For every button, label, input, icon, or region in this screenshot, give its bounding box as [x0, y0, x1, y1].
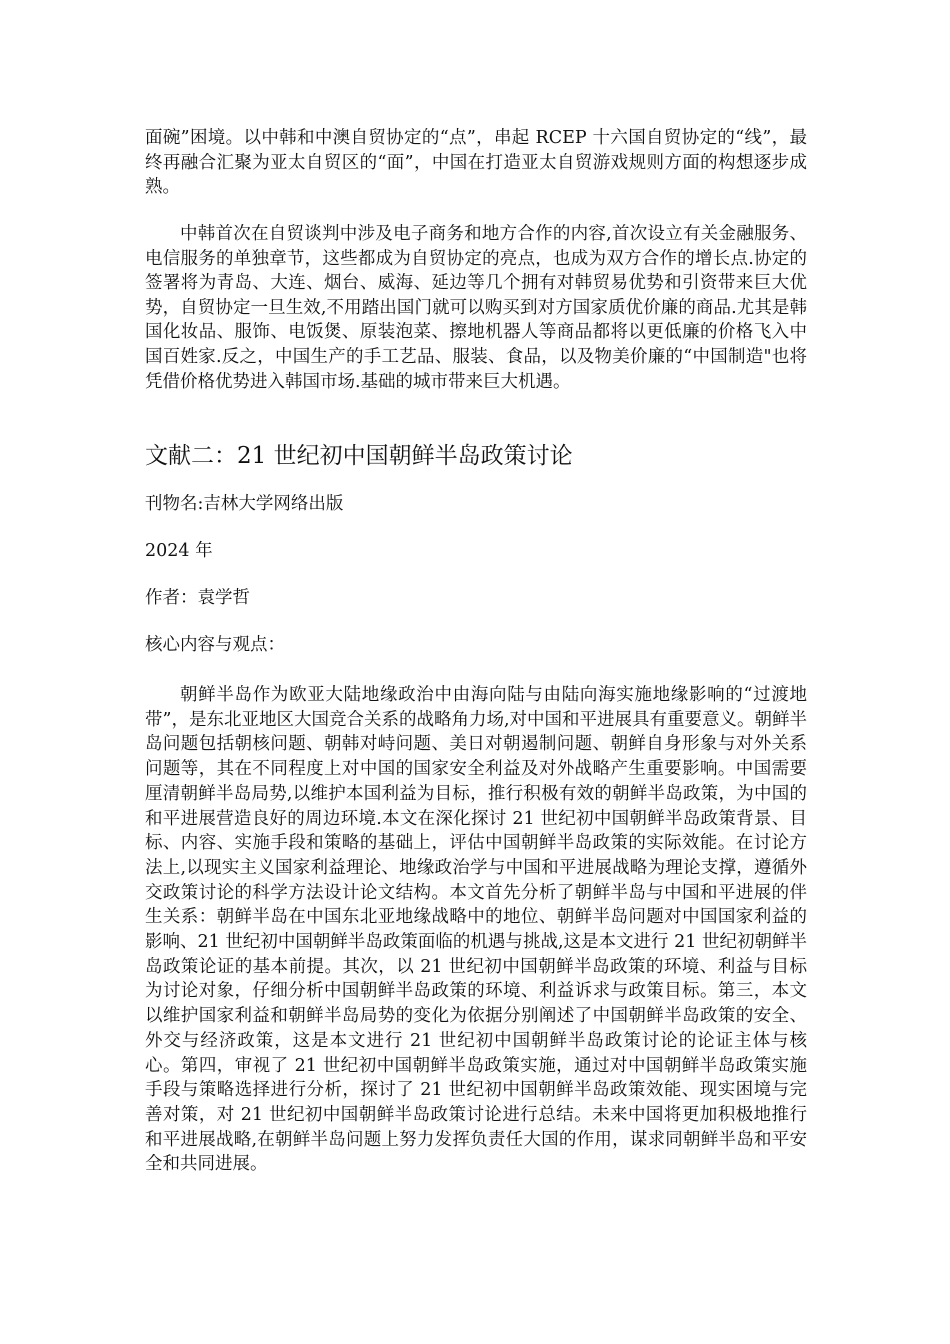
section-heading: 文献二：21 世纪初中国朝鲜半岛政策讨论	[145, 443, 573, 469]
year-line: 2024 年	[145, 541, 213, 561]
author-line: 作者：袁学哲	[145, 588, 250, 608]
publication-line: 刊物名:吉林大学网络出版	[145, 494, 344, 514]
core-content-paragraph: 朝鲜半岛作为欧亚大陆地缘政治中由海向陆与由陆向海实施地缘影响的“过渡地带”，是东北亚地区大国竞合关系的战略角力场,对中国和平进展具有重要意义。朝鲜半岛问题包括朝核问题、朝韩对峙问题、美日对朝遏制问题、朝鲜自身形象与对外关系问题等，其在不同程度上对中国的国家安全利益及对外战略产生重要影响。中国需要厘清朝鲜半岛局势,以维护本国利益为目标，推行积极有效的朝鲜半岛政策，为中国的和平进展营造良好的周边环境.本文在深化探讨 21 世纪初中国朝鲜半岛政策背景、目标、内容、实施手段和策略的基础上，评估中国朝鲜半岛政策的实际效能。在讨论方法上,以现实主义国家利益理论、地缘政治学与中国和平进展战略为理论支撑，遵循外交政策讨论的科学方法设计论文结构。本文首先分析了朝鲜半岛与中国和平进展的伴生关系：朝鲜半岛在中国东北亚地缘战略中的地位、朝鲜半岛问题对中国国家利益的影响、21 世纪初中国朝鲜半岛政策面临的机遇与挑战,这是本文进行 21 世纪初朝鲜半岛政策论证的基本前提。其次，以 21 世纪初中国朝鲜半岛政策的环境、利益与目标为讨论对象，仔细分析中国朝鲜半岛政策的环境、利益诉求与政策目标。第三，本文以维护国家利益和朝鲜半岛局势的变化为依据分别阐述了中国朝鲜半岛政策的安全、外交与经济政策，这是本文进行 21 世纪初中国朝鲜半岛政策讨论的论证主体与核心。第四，审视了 21 世纪初中国朝鲜半岛政策实施，通过对中国朝鲜半岛政策实施手段与策略选择进行分析，探讨了 21 世纪初中国朝鲜半岛政策效能、现实困境与完善对策，对 21 世纪初中国朝鲜半岛政策讨论进行总结。未来中国将更加积极地推行和平进展战略,在朝鲜半岛问题上努力发挥负责任大国的作用，谋求同朝鲜半岛和平安全和共同进展。	[145, 685, 808, 1175]
continued-paragraph: 面碗”困境。以中韩和中澳自贸协定的“点”，串起 RCEP 十六国自贸协定的“线”，最终再融合汇聚为亚太自贸区的“面”，中国在打造亚太自贸游戏规则方面的构想逐步成熟。	[145, 128, 807, 198]
fta-paragraph: 中韩首次在自贸谈判中涉及电子商务和地方合作的内容,首次设立有关金融服务、电信服务的单独章节，这些都成为自贸协定的亮点，也成为双方合作的增长点.协定的签署将为青岛、大连、烟台、威海、延边等几个拥有对韩贸易优势和引资带来巨大优势，自贸协定一旦生效,不用踏出国门就可以购买到对方国家质优价廉的商品.尤其是韩国化妆品、服饰、电饭煲、原装泡菜、擦地机器人等商品都将以更低廉的价格飞入中国百姓家.反之，中国生产的手工艺品、服装、食品，以及物美价廉的“中国制造"也将凭借价格优势进入韩国市场.基础的城市带来巨大机遇。	[145, 224, 807, 392]
core-content-label: 核心内容与观点：	[145, 635, 285, 655]
